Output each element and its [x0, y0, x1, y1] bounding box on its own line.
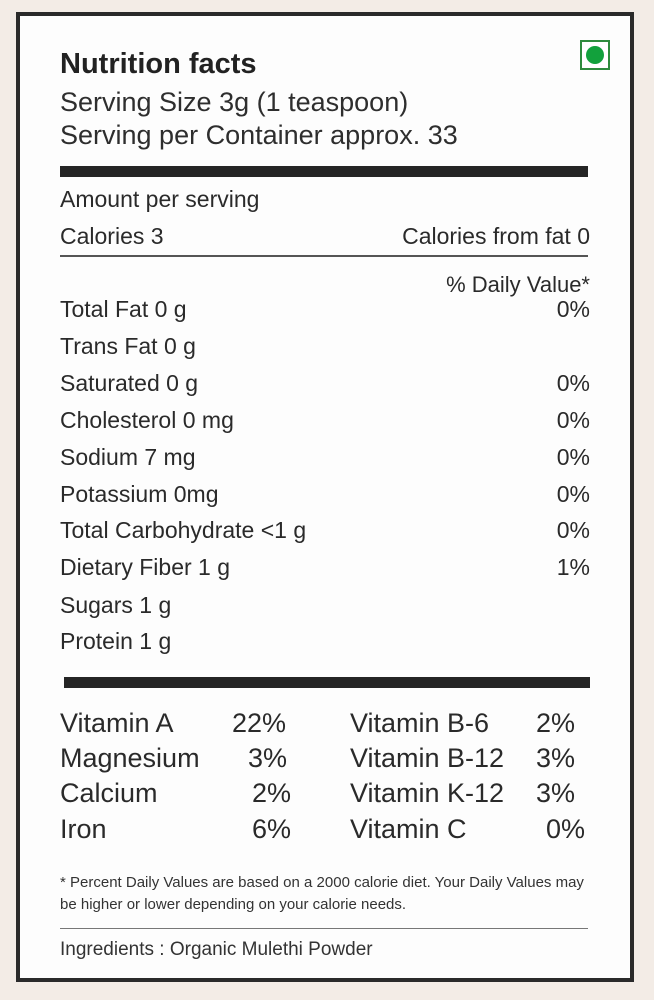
nutrient-dv: 0% [556, 481, 590, 507]
vitamin-value: 0% [546, 814, 586, 844]
vitamin-label: Vitamin K-12 [350, 778, 505, 808]
vitamin-value: 2% [252, 778, 292, 808]
nutrient-label: Protein 1 g [60, 628, 172, 654]
vitamin-value: 6% [252, 814, 292, 844]
label-title: Nutrition facts [60, 48, 257, 80]
nutrient-dv: 0% [556, 407, 590, 433]
vitamin-label: Vitamin B-12 [350, 743, 505, 773]
footnote: * Percent Daily Values are based on a 2000 calorie diet. Your Daily Values may be higher or lower depending on your calorie needs. [60, 874, 584, 913]
divider-thick-top [60, 166, 588, 177]
vitamin-label: Iron [60, 814, 107, 844]
nutrient-dv: 0% [556, 444, 590, 470]
vitamin-value: 22% [232, 708, 287, 738]
ingredients: Ingredients : Organic Mulethi Powder [60, 939, 373, 960]
daily-value-header: % Daily Value* [446, 272, 590, 297]
serving-size: Serving Size 3g (1 teaspoon) [60, 87, 409, 117]
nutrient-label: Cholesterol 0 mg [60, 407, 234, 433]
calories-from-fat: Calories from fat 0 [402, 223, 590, 249]
nutrient-label: Sugars 1 g [60, 592, 172, 618]
nutrient-label: Potassium 0mg [60, 481, 219, 507]
nutrient-label: Total Carbohydrate <1 g [60, 517, 307, 543]
nutrient-label: Total Fat 0 g [60, 296, 187, 322]
vitamin-label: Vitamin A [60, 708, 174, 738]
vitamin-label: Magnesium [60, 743, 200, 773]
vitamin-label: Vitamin B-6 [350, 708, 490, 738]
vitamin-label: Calcium [60, 778, 158, 808]
divider-bottom [60, 928, 588, 929]
nutrient-label: Trans Fat 0 g [60, 333, 196, 359]
vitamin-label: Vitamin C [350, 814, 467, 844]
calories: Calories 3 [60, 223, 164, 249]
green-dot-icon [586, 46, 604, 64]
servings-per-container: Serving per Container approx. 33 [60, 120, 458, 150]
vitamin-value: 3% [536, 778, 576, 808]
vegetarian-mark-icon [580, 40, 610, 70]
nutrient-label: Saturated 0 g [60, 370, 199, 396]
nutrient-dv: 0% [556, 296, 590, 322]
vitamin-value: 3% [536, 743, 576, 773]
nutrient-dv: 0% [556, 370, 590, 396]
nutrition-label [16, 12, 634, 982]
background-strip [0, 0, 654, 12]
nutrient-label: Dietary Fiber 1 g [60, 554, 231, 580]
vitamin-value: 2% [536, 708, 576, 738]
nutrient-label: Sodium 7 mg [60, 444, 196, 470]
nutrient-dv: 0% [556, 517, 590, 543]
divider-thin [60, 255, 588, 257]
vitamin-value: 3% [248, 743, 288, 773]
nutrient-dv: 1% [556, 554, 590, 580]
divider-thick-middle [64, 677, 590, 688]
amount-per-serving: Amount per serving [60, 186, 260, 212]
